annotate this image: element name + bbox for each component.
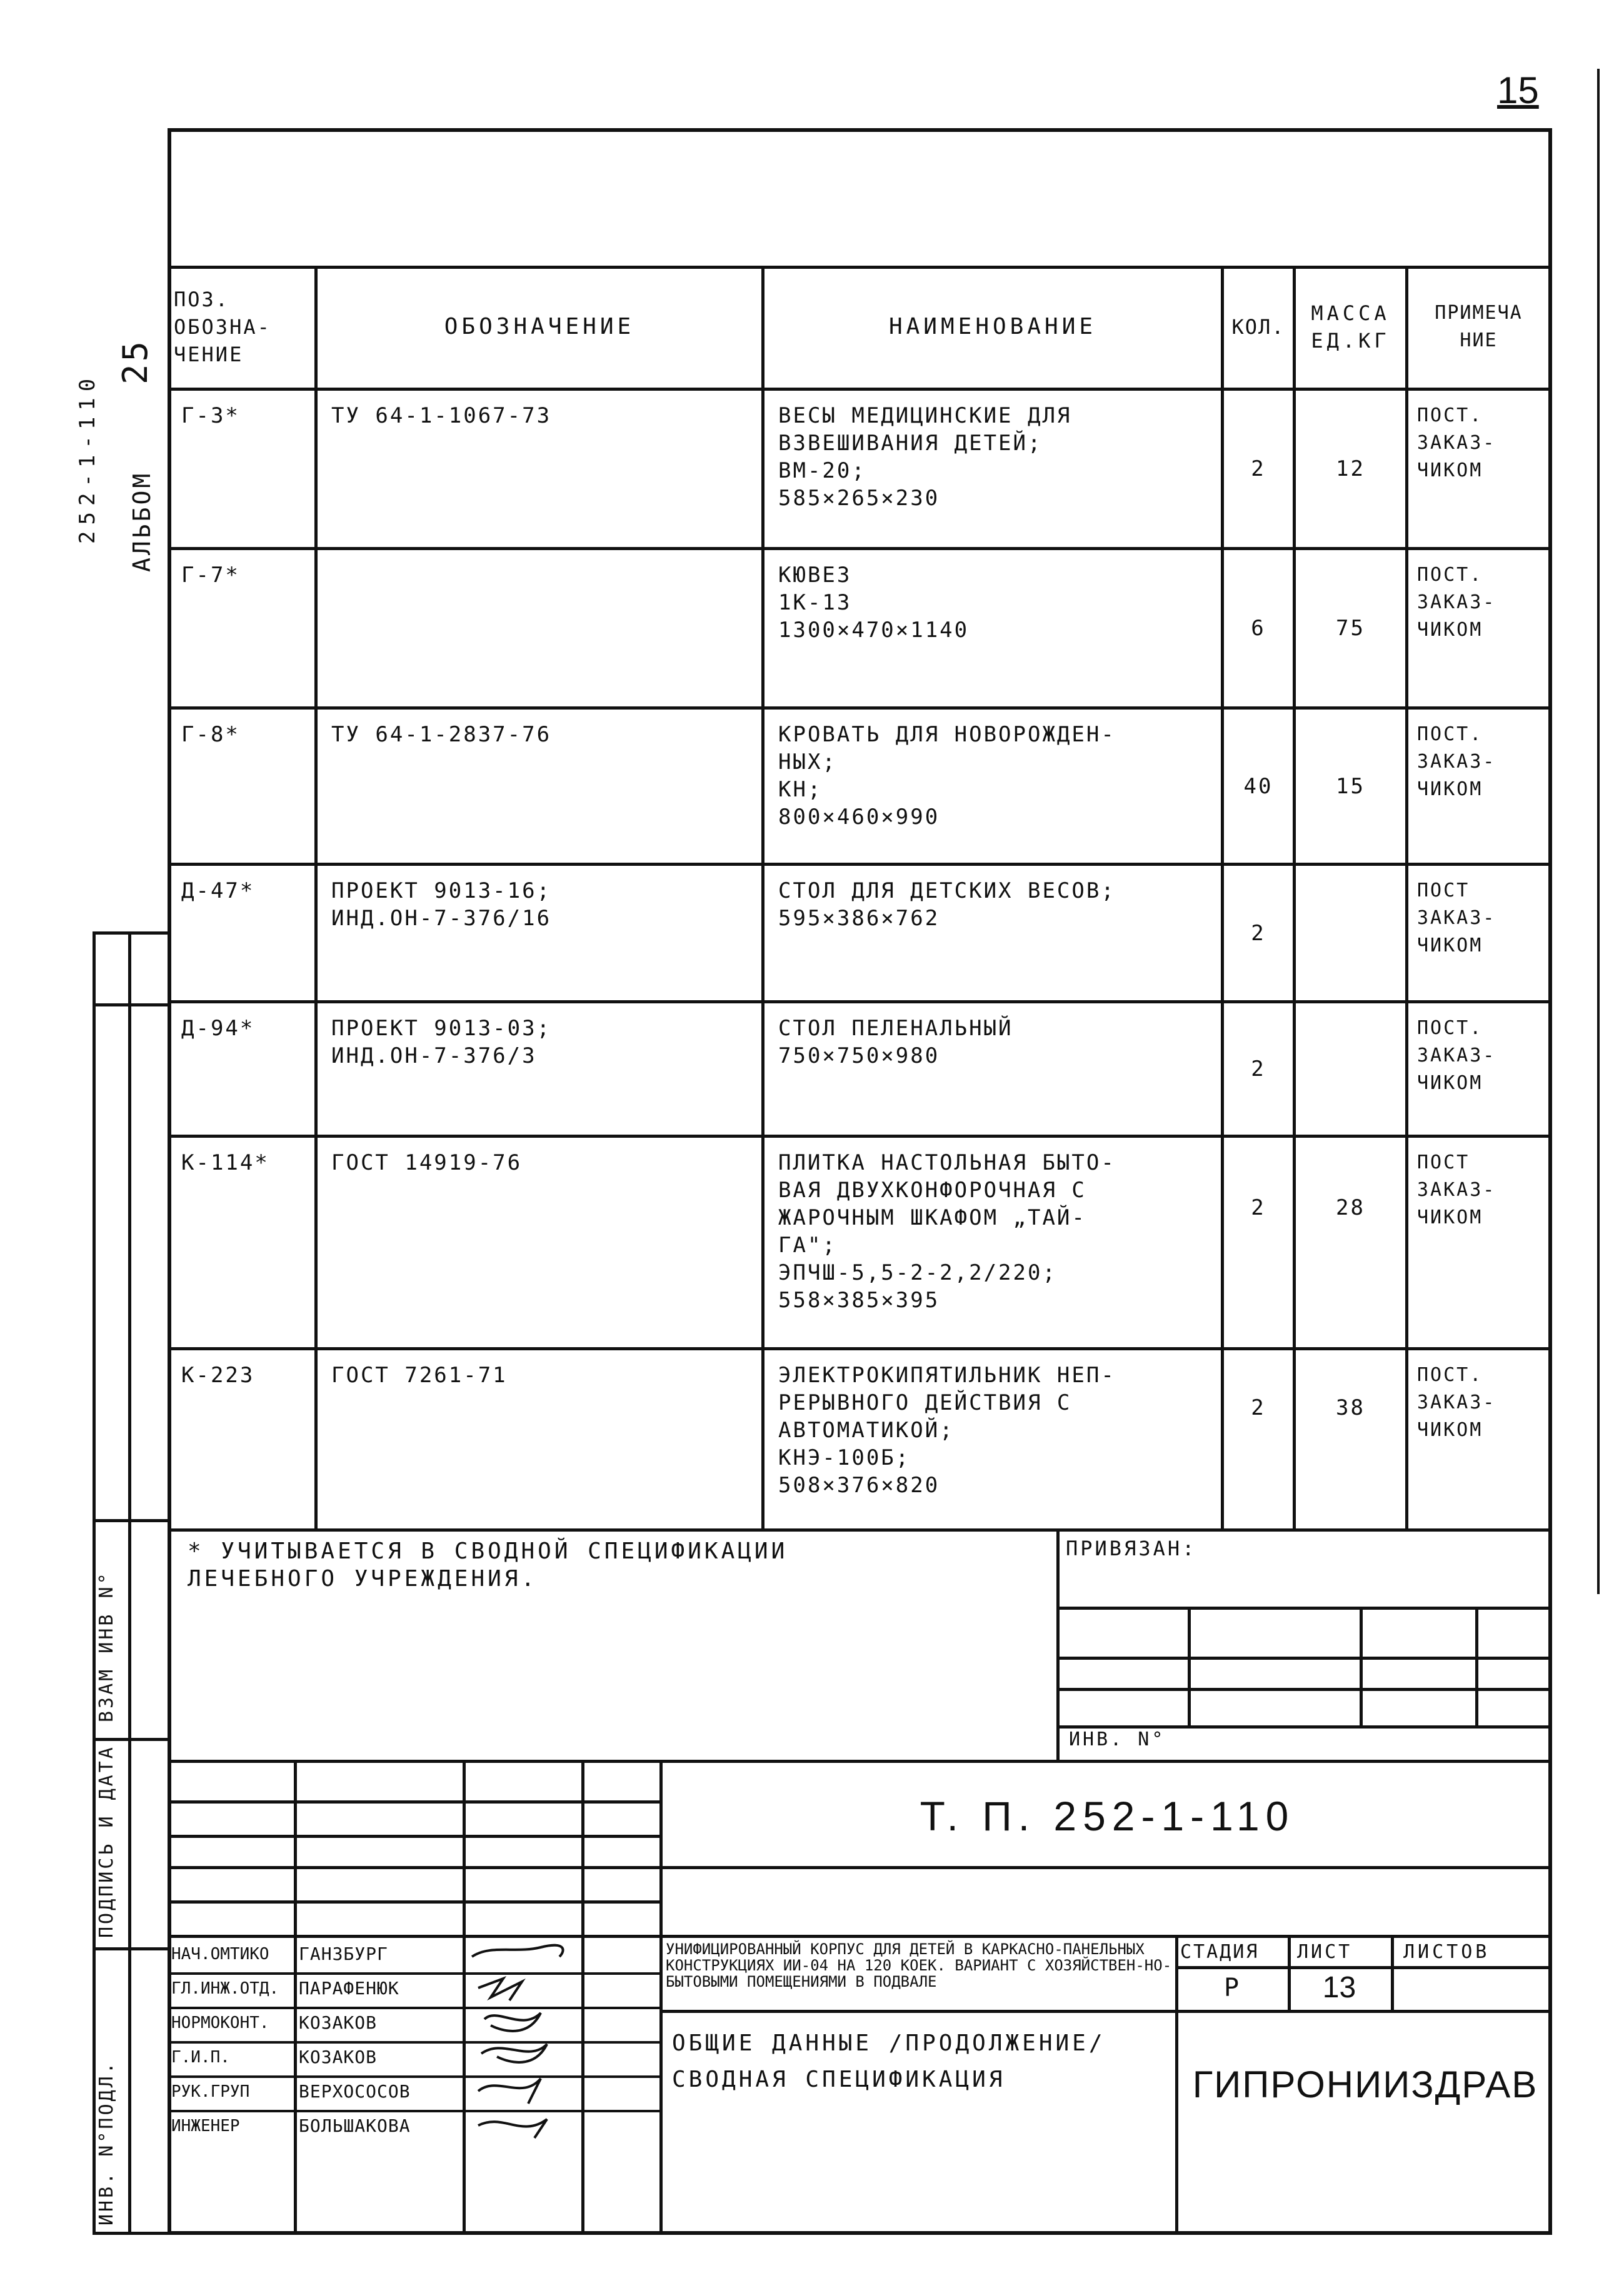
row7-name: ЭЛЕКТРОКИПЯТИЛЬНИК НЕП- РЕРЫВНОГО ДЕЙСТВИЯ С АВТОМАТИКОЙ; КНЭ-100Б; 508×376×820: [764, 1350, 1224, 1532]
row5-name: СТОЛ ПЕЛЕНАЛЬНЫЙ 750×750×980: [764, 1003, 1224, 1138]
row4-pos: Д-47*: [168, 866, 318, 1003]
row2-designation: [318, 550, 764, 710]
role-6: ИНЖЕНЕР: [171, 2117, 240, 2135]
row1-mass: 12: [1296, 391, 1408, 550]
person-3: КОЗАКОВ: [299, 2012, 378, 2033]
header-name: НАИМЕНОВАНИЕ: [764, 266, 1224, 391]
role-1: НАЧ.ОМТИКО: [171, 1945, 269, 1964]
row1-qty: 2: [1224, 391, 1296, 550]
header-pos: ПОЗ. ОБОЗНА- ЧЕНИЕ: [168, 266, 318, 391]
row3-qty: 40: [1224, 710, 1296, 866]
row4-qty: 2: [1224, 866, 1296, 1003]
page-number: 15: [1497, 69, 1539, 111]
row7-note: ПОСТ. ЗАКАЗ- ЧИКОМ: [1408, 1350, 1552, 1532]
page-edge-line: [1597, 69, 1600, 1594]
role-2: ГЛ.ИНЖ.ОТД.: [171, 1979, 279, 1998]
header-note: ПРИМЕЧА НИЕ: [1408, 266, 1552, 391]
row3-pos: Г-8*: [168, 710, 318, 866]
person-2: ПАРАФЕНЮК: [299, 1978, 399, 1999]
margin-podpis: ПОДПИСЬ И ДАТА: [96, 1745, 118, 1938]
row5-note: ПОСТ. ЗАКАЗ- ЧИКОМ: [1408, 1003, 1552, 1138]
row4-mass: [1296, 866, 1408, 1003]
privyazan-label: ПРИВЯЗАН:: [1066, 1537, 1197, 1560]
header-qty: КОЛ.: [1224, 266, 1296, 391]
row7-mass: 38: [1296, 1350, 1408, 1532]
person-5: ВЕРХОСОСОВ: [299, 2081, 411, 2102]
side-album: АЛЬБОМ: [128, 471, 156, 572]
row2-qty: 6: [1224, 550, 1296, 710]
row2-note: ПОСТ. ЗАКАЗ- ЧИКОМ: [1408, 550, 1552, 710]
row5-mass: [1296, 1003, 1408, 1138]
side-album-no: 25: [116, 338, 155, 384]
sheets-label: ЛИСТОВ: [1403, 1941, 1490, 1963]
row5-qty: 2: [1224, 1003, 1296, 1138]
row7-designation: ГОСТ 7261-71: [318, 1350, 764, 1532]
row6-mass: 28: [1296, 1138, 1408, 1350]
row6-designation: ГОСТ 14919-76: [318, 1138, 764, 1350]
signature-scribbles: [466, 1938, 578, 2144]
role-3: НОРМОКОНТ.: [171, 2014, 269, 2032]
row1-pos: Г-3*: [168, 391, 318, 550]
row1-designation: ТУ 64-1-1067-73: [318, 391, 764, 550]
person-1: ГАНЗБУРГ: [299, 1944, 388, 1964]
row5-pos: Д-94*: [168, 1003, 318, 1138]
organization: ГИПРОНИИЗДРАВ: [1192, 2064, 1538, 2105]
margin-inv-podl: ИНВ. N°ПОДЛ.: [96, 2060, 118, 2225]
row7-qty: 2: [1224, 1350, 1296, 1532]
row3-designation: ТУ 64-1-2837-76: [318, 710, 764, 866]
row6-qty: 2: [1224, 1138, 1296, 1350]
header-mass: МАССА ЕД.КГ: [1296, 266, 1408, 391]
sheet-label: ЛИСТ: [1297, 1941, 1353, 1963]
row3-note: ПОСТ. ЗАКАЗ- ЧИКОМ: [1408, 710, 1552, 866]
doc-code: Т. П. 252-1-110: [920, 1793, 1295, 1839]
stage-value: Р: [1223, 1974, 1240, 2002]
stage-label: СТАДИЯ: [1180, 1941, 1260, 1963]
row7-pos: К-223: [168, 1350, 318, 1532]
row1-note: ПОСТ. ЗАКАЗ- ЧИКОМ: [1408, 391, 1552, 550]
sheet-title: ОБЩИЕ ДАННЫЕ /ПРОДОЛЖЕНИЕ/ СВОДНАЯ СПЕЦИФИКАЦИЯ: [672, 2030, 1106, 2092]
row6-name: ПЛИТКА НАСТОЛЬНАЯ БЫТО- ВАЯ ДВУХКОНФОРОЧНАЯ С ЖАРОЧНЫМ ШКАФОМ „ТАЙ- ГА"; ЭПЧШ-5,5-2-2,2/220; 558×385×395: [764, 1138, 1224, 1350]
row4-name: СТОЛ ДЛЯ ДЕТСКИХ ВЕСОВ; 595×386×762: [764, 866, 1224, 1003]
row5-designation: ПРОЕКТ 9013-03; ИНД.ОН-7-376/3: [318, 1003, 764, 1138]
margin-vzam: ВЗАМ ИНВ N°: [96, 1570, 118, 1722]
person-4: КОЗАКОВ: [299, 2047, 378, 2067]
row4-note: ПОСТ ЗАКАЗ- ЧИКОМ: [1408, 866, 1552, 1003]
row2-name: КЮВЕЗ 1К-13 1300×470×1140: [764, 550, 1224, 710]
row2-pos: Г-7*: [168, 550, 318, 710]
role-5: РУК.ГРУП: [171, 2082, 250, 2101]
row2-mass: 75: [1296, 550, 1408, 710]
inv-no-label: ИНВ. N°: [1069, 1729, 1166, 1750]
row1-name: ВЕСЫ МЕДИЦИНСКИЕ ДЛЯ ВЗВЕШИВАНИЯ ДЕТЕЙ; ВМ-20; 585×265×230: [764, 391, 1224, 550]
row6-note: ПОСТ ЗАКАЗ- ЧИКОМ: [1408, 1138, 1552, 1350]
header-designation: ОБОЗНАЧЕНИЕ: [318, 266, 764, 391]
row3-mass: 15: [1296, 710, 1408, 866]
row6-pos: К-114*: [168, 1138, 318, 1350]
project-description: УНИФИЦИРОВАННЫЙ КОРПУС ДЛЯ ДЕТЕЙ В КАРКАСНО-ПАНЕЛЬНЫХ КОНСТРУКЦИЯХ ИИ-04 НА 120 КОЕК. ВАРИАНТ С ХОЗЯЙСТВЕН-НО-БЫТОВЫМИ ПОМЕЩЕНИЯМИ В ПОДВАЛЕ: [666, 1940, 1172, 1990]
row3-name: КРОВАТЬ ДЛЯ НОВОРОЖДЕН- НЫХ; КН; 800×460×990: [764, 710, 1224, 866]
person-6: БОЛЬШАКОВА: [299, 2115, 411, 2136]
sheet-value: 13: [1322, 1971, 1356, 2004]
row4-designation: ПРОЕКТ 9013-16; ИНД.ОН-7-376/16: [318, 866, 764, 1003]
footnote: * УЧИТЫВАЕТСЯ В СВОДНОЙ СПЕЦИФИКАЦИИ ЛЕЧЕБНОГО УЧРЕЖДЕНИЯ.: [188, 1538, 788, 1592]
side-code: 252-1-110: [75, 372, 100, 544]
role-4: Г.И.П.: [171, 2048, 230, 2067]
